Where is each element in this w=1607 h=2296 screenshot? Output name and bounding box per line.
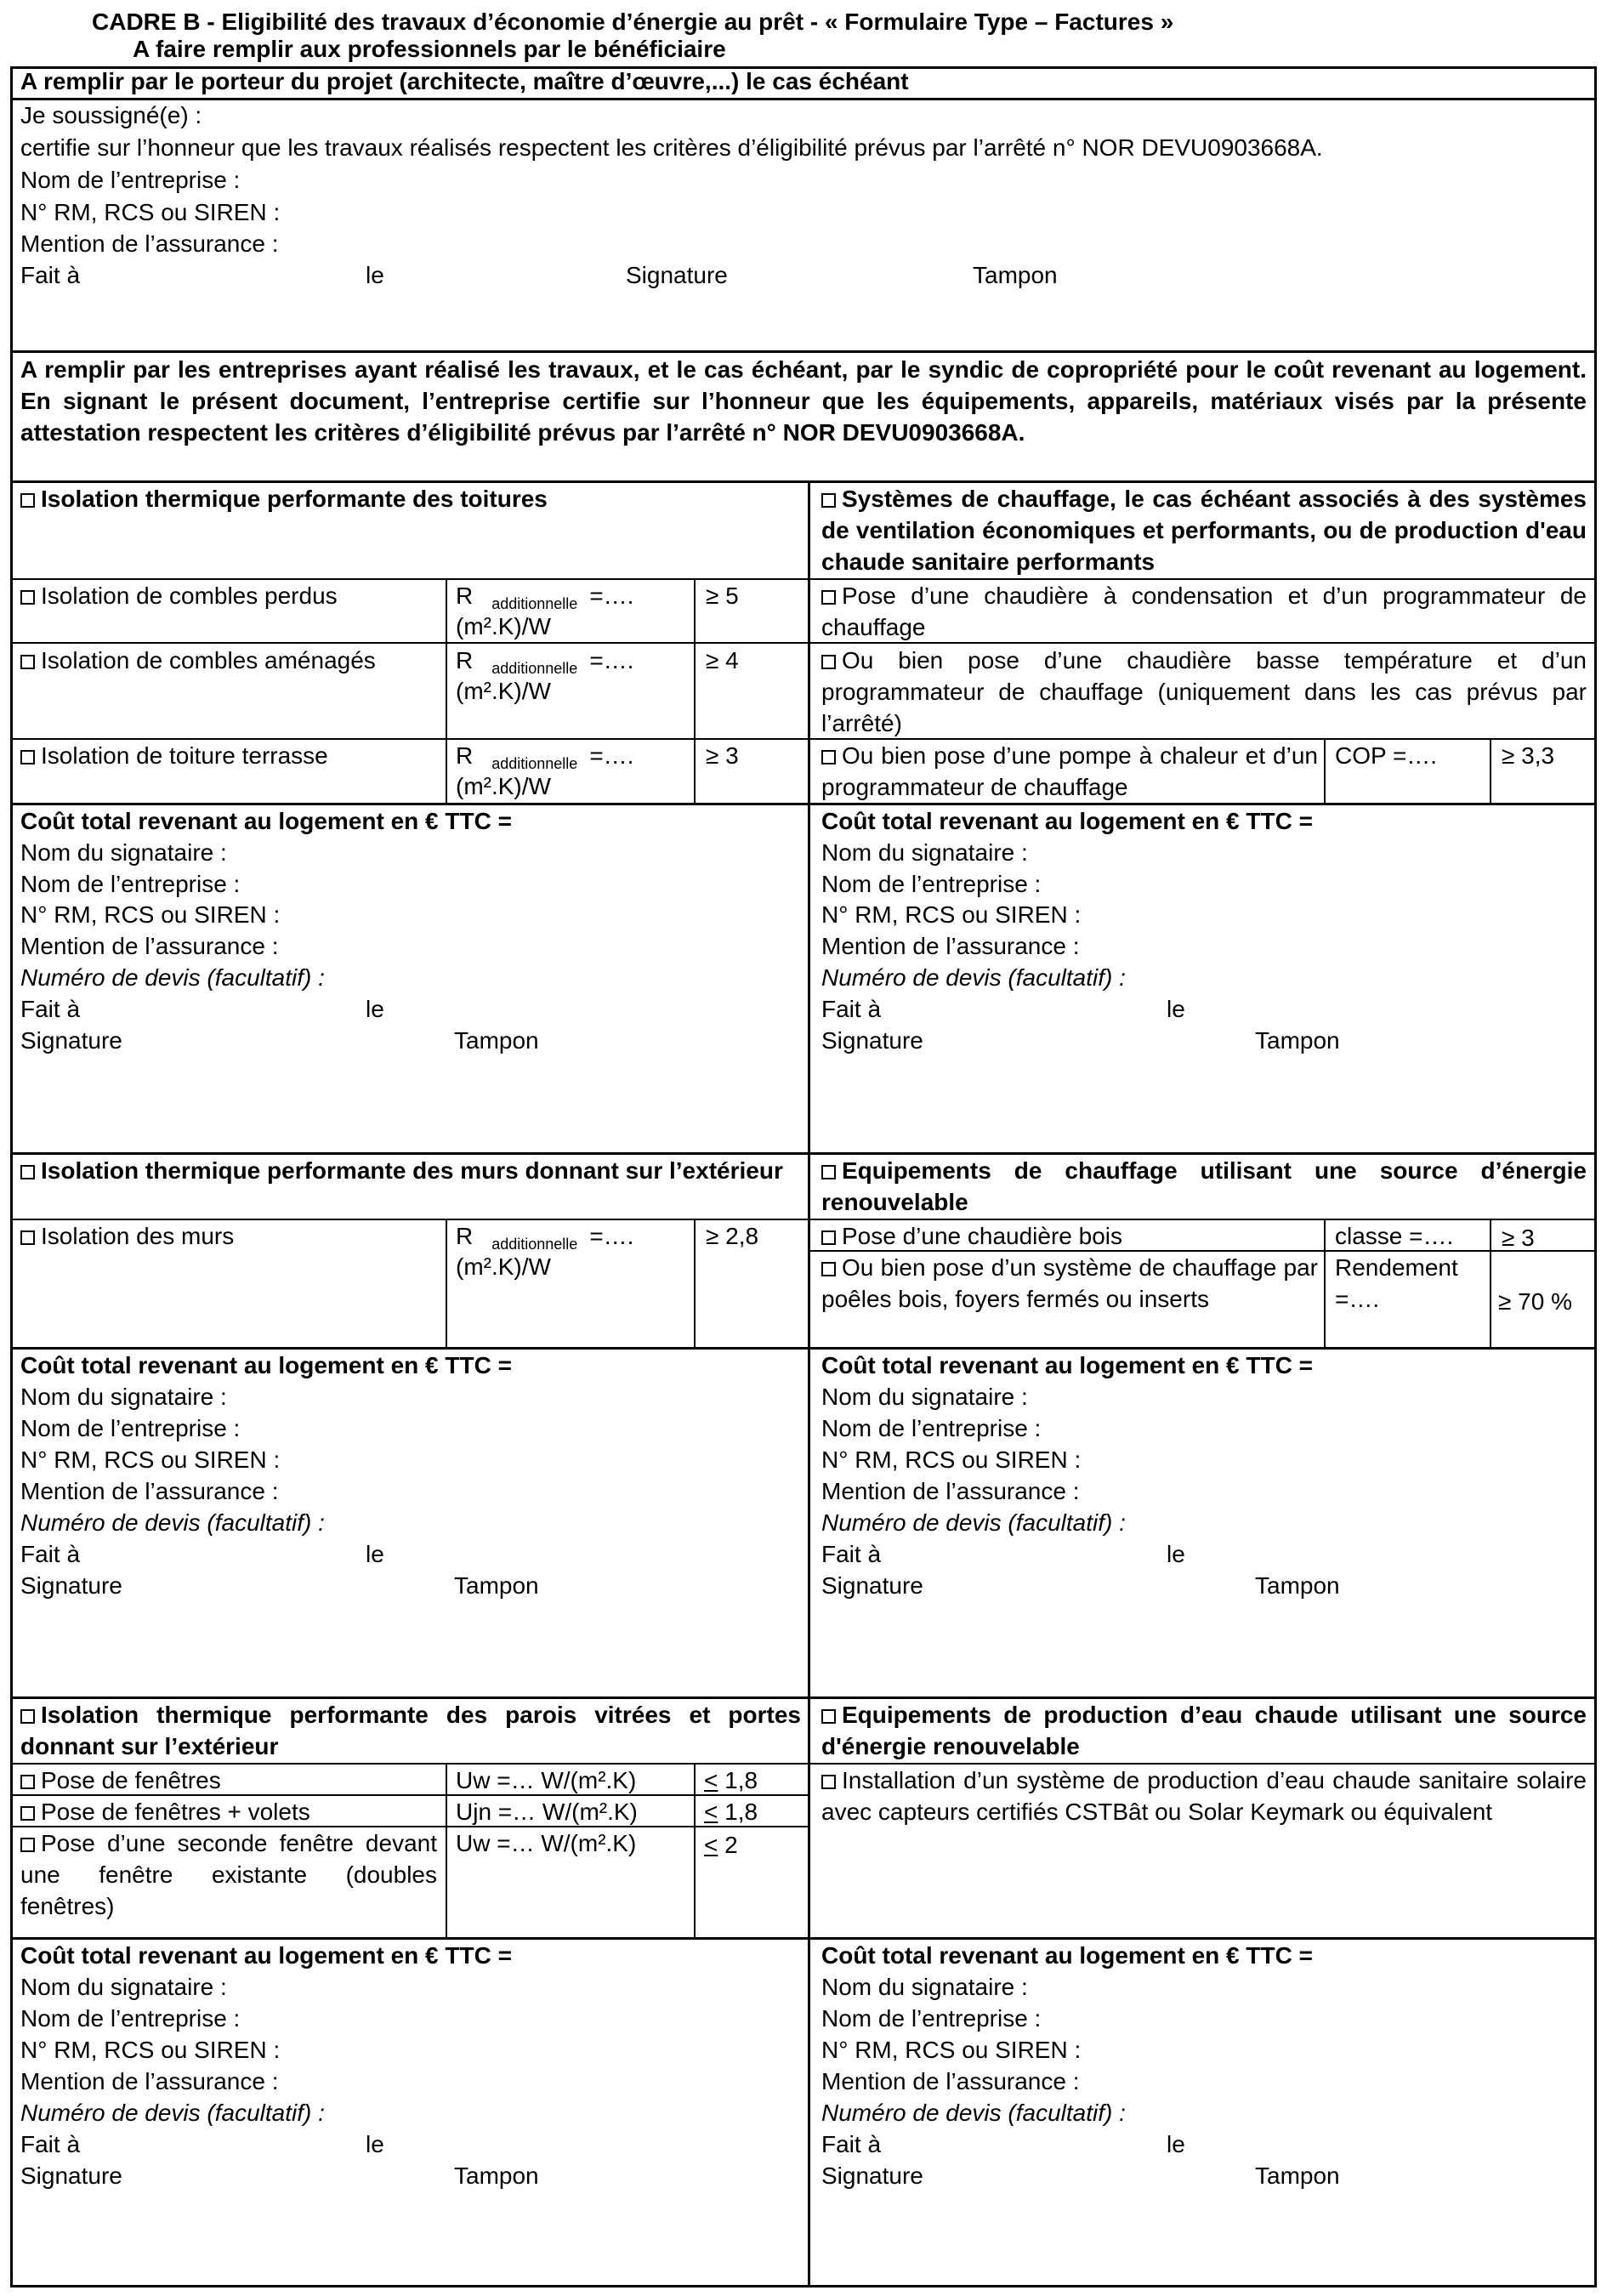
checkbox-icon[interactable] (20, 1165, 35, 1179)
rm-rcs-siren: N° RM, RCS ou SIREN : (20, 1446, 281, 1473)
solaire-row (821, 1765, 1587, 1827)
signature: Signature (20, 1027, 122, 1054)
nom-entreprise: Nom de l’entreprise : (821, 871, 1042, 897)
row-label: Isolation de combles perdus (41, 583, 338, 609)
mention-assurance: Mention de l’assurance : (821, 2068, 1080, 2094)
numero-devis: Numéro de devis (facultatif) : (821, 964, 1126, 991)
col-line (1490, 1219, 1491, 1347)
parois-row-fenetres-volets (20, 1796, 310, 1827)
mention-assurance: Mention de l’assurance : (821, 933, 1080, 959)
toiture-row-combles-amenages (20, 645, 415, 676)
r-unit: (m².K)/W (456, 773, 551, 799)
row-label: Ou bien pose d’un système de chauffage par poêles bois, foyers fermés ou inserts (821, 1254, 1318, 1312)
col-line (446, 1219, 447, 1347)
checkbox-icon[interactable] (821, 1709, 836, 1724)
checkbox-icon[interactable] (821, 1230, 836, 1245)
r-value-field[interactable] (456, 580, 633, 615)
renouvelable-heading-label: Equipements de chauffage utilisant une source d’énergie renouvelable (821, 1157, 1587, 1215)
r-subscript: additionnelle (491, 595, 578, 612)
nom-entreprise: Nom de l’entreprise : (20, 1415, 241, 1441)
parois-row-fenetres (20, 1765, 221, 1796)
parois-row-doubles-fenetres (20, 1827, 437, 1922)
r-value-field[interactable] (456, 740, 633, 775)
form-title: CADRE B - Eligibilité des travaux d’économie d’énergie au prêt - « Formulaire Type – Factures » (92, 9, 1174, 35)
signature: Signature (821, 1572, 923, 1599)
checkbox-icon[interactable] (20, 493, 35, 508)
col-line (446, 1763, 447, 1937)
col-line (1324, 738, 1326, 803)
checkbox-icon[interactable] (821, 1775, 836, 1789)
le: le (1167, 1541, 1185, 1567)
col-line (694, 1219, 696, 1347)
checkbox-icon[interactable] (821, 493, 836, 508)
cout-total: Coût total revenant au logement en € TTC = (821, 1352, 1313, 1378)
threshold-value: 1,8 (718, 1799, 758, 1825)
signature: Signature (20, 2162, 122, 2189)
divider (10, 98, 1597, 100)
nom-signataire: Nom du signataire : (821, 1384, 1028, 1410)
rm-rcs-siren: N° RM, RCS ou SIREN : (821, 2037, 1082, 2063)
r-subscript: additionnelle (491, 1236, 578, 1253)
threshold (704, 1765, 758, 1796)
row-label: Ou bien pose d’une chaudière basse température et d’un programmateur de chauffage (uniquement dans les cas prévus par l’arrêté) (821, 647, 1587, 736)
signature: Signature (821, 1027, 923, 1054)
col-line (1490, 738, 1491, 803)
nom-signataire: Nom du signataire : (20, 1384, 227, 1410)
tampon: Tampon (454, 2162, 539, 2189)
fait-a: Fait à (821, 1541, 882, 1567)
le: le (366, 1541, 384, 1567)
row-label: Pose d’une chaudière à condensation et d’un programmateur de chauffage (821, 583, 1587, 640)
chauffage-heading-label: Systèmes de chauffage, le cas échéant associés à des systèmes de ventilation économiques et performants, ou de production d'eau chaude sanitaire performants (821, 486, 1587, 575)
porteur-nom-entreprise: Nom de l’entreprise : (20, 167, 241, 193)
fait-a: Fait à (20, 996, 81, 1022)
r-eq: =…. (589, 647, 634, 673)
nom-entreprise: Nom de l’entreprise : (20, 871, 241, 897)
checkbox-icon[interactable] (821, 1262, 836, 1276)
threshold (704, 1829, 738, 1861)
numero-devis: Numéro de devis (facultatif) : (20, 964, 325, 991)
cop-field[interactable]: COP =…. (1335, 742, 1438, 769)
form-subtitle: A faire remplir aux professionnels par le bénéficiaire (133, 36, 726, 62)
threshold-value: 1,8 (718, 1767, 758, 1793)
le-symbol: < (704, 1832, 718, 1858)
checkbox-icon[interactable] (20, 1775, 35, 1789)
le: le (366, 2131, 384, 2157)
r-label: R (456, 1223, 474, 1249)
numero-devis: Numéro de devis (facultatif) : (821, 1509, 1126, 1536)
le: le (1167, 996, 1185, 1022)
signature: Signature (821, 2162, 923, 2189)
porteur-le: le (366, 262, 384, 288)
r-unit: (m².K)/W (456, 678, 551, 704)
checkbox-icon[interactable] (821, 590, 836, 605)
cout-total: Coût total revenant au logement en € TTC = (821, 808, 1313, 834)
murs-row (20, 1220, 234, 1252)
row-label: Installation d’un système de production d’eau chaude sanitaire solaire avec capteurs certifiés CSTBât ou Solar Keymark ou équivalent (821, 1767, 1587, 1825)
chauffage-row-basse-temperature (821, 645, 1587, 739)
porteur-soussigne: Je soussigné(e) : (20, 102, 202, 128)
r-unit: (m².K)/W (456, 613, 551, 639)
porteur-certifie: certifie sur l’honneur que les travaux réalisés respectent les critères d’éligibilité prévus par l’arrêté n° NOR DEVU0903668A. (20, 134, 1323, 161)
tampon: Tampon (1255, 1027, 1340, 1054)
nom-signataire: Nom du signataire : (821, 839, 1028, 866)
numero-devis: Numéro de devis (facultatif) : (20, 1509, 325, 1536)
chauffage-heading (821, 483, 1587, 577)
toiture-row-combles-perdus (20, 580, 338, 611)
chaudiere-bois-row (821, 1220, 1122, 1252)
cout-total: Coût total revenant au logement en € TTC = (20, 1942, 512, 1969)
porteur-signature: Signature (626, 262, 728, 288)
r-eq: =…. (589, 1223, 634, 1249)
r-eq: =…. (589, 742, 634, 769)
le-symbol: < (704, 1767, 718, 1793)
renouvelable-heading (821, 1155, 1587, 1218)
classe-field[interactable]: classe =…. (1335, 1223, 1454, 1249)
rm-rcs-siren: N° RM, RCS ou SIREN : (821, 901, 1082, 928)
r-subscript: additionnelle (491, 755, 578, 772)
chauffage-row-condensation (821, 580, 1587, 643)
row-label: Isolation des murs (41, 1223, 235, 1249)
parois-heading-label: Isolation thermique performante des parois vitrées et portes donnant sur l’extérieur (20, 1702, 801, 1759)
row-label: Pose d’une chaudière bois (842, 1223, 1123, 1249)
r-value-field[interactable] (456, 645, 633, 679)
signature: Signature (20, 1572, 122, 1599)
r-subscript: additionnelle (491, 660, 578, 677)
threshold: ≥ 4 (706, 647, 739, 673)
cop-threshold: ≥ 3,3 (1502, 742, 1555, 769)
uw-field[interactable]: Uw =… W/(m².K) (456, 1830, 637, 1856)
eau-chaude-heading-label: Equipements de production d’eau chaude utilisant une source d'énergie renouvelable (821, 1702, 1587, 1759)
parois-heading (20, 1699, 801, 1762)
mention-assurance: Mention de l’assurance : (20, 933, 279, 959)
numero-devis: Numéro de devis (facultatif) : (821, 2100, 1126, 2126)
cout-total: Coût total revenant au logement en € TTC = (821, 1942, 1313, 1969)
column-divider (808, 480, 810, 2287)
col-line (1324, 1219, 1326, 1347)
checkbox-icon[interactable] (20, 750, 35, 764)
r-label: R (456, 583, 474, 609)
r-eq: =…. (589, 583, 634, 609)
poeles-bois-row (821, 1252, 1318, 1315)
r-label: R (456, 742, 474, 769)
nom-entreprise: Nom de l’entreprise : (821, 1415, 1042, 1441)
tampon: Tampon (454, 1027, 539, 1054)
threshold: ≥ 2,8 (706, 1223, 759, 1249)
murs-heading (20, 1155, 801, 1186)
cout-total: Coût total revenant au logement en € TTC = (20, 808, 512, 834)
threshold (704, 1796, 758, 1827)
le-symbol: < (704, 1799, 718, 1825)
nom-signataire: Nom du signataire : (821, 1974, 1028, 2000)
r-label: R (456, 647, 474, 673)
toitures-heading-label: Isolation thermique performante des toitures (41, 486, 548, 512)
mention-assurance: Mention de l’assurance : (20, 1478, 279, 1504)
row-label: Pose d’une seconde fenêtre devant une fenêtre existante (doubles fenêtres) (20, 1830, 437, 1919)
r-value-field[interactable] (456, 1220, 633, 1255)
tampon: Tampon (454, 1572, 539, 1599)
porteur-assurance: Mention de l’assurance : (20, 230, 279, 257)
checkbox-icon[interactable] (20, 655, 35, 669)
checkbox-icon[interactable] (821, 655, 836, 669)
checkbox-icon[interactable] (821, 1165, 836, 1179)
rendement-field[interactable]: =…. (1335, 1286, 1380, 1312)
tampon: Tampon (1255, 2162, 1340, 2189)
toiture-row-terrasse (20, 740, 328, 771)
checkbox-icon[interactable] (20, 590, 35, 605)
row-line (10, 642, 808, 644)
murs-heading-label: Isolation thermique performante des murs donnant sur l’extérieur (41, 1157, 783, 1184)
row-label: Isolation de combles aménagés (41, 647, 376, 673)
row-label: Pose de fenêtres + volets (41, 1799, 310, 1825)
rm-rcs-siren: N° RM, RCS ou SIREN : (20, 2037, 281, 2063)
checkbox-icon[interactable] (20, 1806, 35, 1821)
chauffage-row-pompe-chaleur (821, 740, 1318, 803)
threshold: ≥ 5 (706, 583, 739, 609)
nom-entreprise: Nom de l’entreprise : (20, 2005, 241, 2032)
tampon: Tampon (1255, 1572, 1340, 1599)
le: le (366, 996, 384, 1022)
rendement-threshold: ≥ 70 % (1498, 1288, 1572, 1315)
uw-field[interactable]: Uw =… W/(m².K) (456, 1767, 637, 1793)
divider (10, 350, 1597, 353)
col-line (446, 578, 447, 803)
le: le (1167, 2131, 1185, 2157)
nom-entreprise: Nom de l’entreprise : (821, 2005, 1042, 2032)
porteur-tampon: Tampon (973, 262, 1058, 288)
porteur-fait-a: Fait à (20, 262, 81, 288)
col-line (694, 1763, 696, 1937)
checkbox-icon[interactable] (20, 1838, 35, 1852)
fait-a: Fait à (821, 2131, 882, 2157)
checkbox-icon[interactable] (20, 1709, 35, 1724)
checkbox-icon[interactable] (20, 1230, 35, 1245)
toitures-heading (20, 483, 548, 514)
ujn-field[interactable]: Ujn =… W/(m².K) (456, 1799, 638, 1825)
fait-a: Fait à (821, 996, 882, 1022)
porteur-rm: N° RM, RCS ou SIREN : (20, 199, 281, 225)
rendement-label: Rendement (1335, 1254, 1458, 1281)
numero-devis: Numéro de devis (facultatif) : (20, 2100, 325, 2126)
r-unit: (m².K)/W (456, 1253, 551, 1280)
checkbox-icon[interactable] (821, 750, 836, 764)
mention-assurance: Mention de l’assurance : (20, 2068, 279, 2094)
fait-a: Fait à (20, 2131, 81, 2157)
col-line (694, 578, 696, 803)
rm-rcs-siren: N° RM, RCS ou SIREN : (821, 1446, 1082, 1473)
classe-threshold: ≥ 3 (1502, 1225, 1535, 1251)
threshold-value: 2 (718, 1832, 738, 1858)
row-label: Pose de fenêtres (41, 1767, 221, 1793)
rm-rcs-siren: N° RM, RCS ou SIREN : (20, 901, 281, 928)
nom-signataire: Nom du signataire : (20, 839, 227, 866)
fait-a: Fait à (20, 1541, 81, 1567)
row-label: Isolation de toiture terrasse (41, 742, 328, 769)
nom-signataire: Nom du signataire : (20, 1974, 227, 2000)
entreprises-heading: A remplir par les entreprises ayant réalisé les travaux, et le cas échéant, par le syndic de copropriété pour le coût revenant au logement. En signant le présent document, l’entreprise certifie sur l’honneur que les équipements, appareils, matériaux visés par la présente attestation respectent les critères d’éligibilité prévus par l’arrêté n° NOR DEVU0903668A. (20, 356, 1587, 446)
porteur-heading: A remplir par le porteur du projet (architecte, maître d’œuvre,...) le cas échéant (20, 68, 909, 94)
eau-chaude-heading (821, 1699, 1587, 1762)
threshold: ≥ 3 (706, 742, 739, 769)
mention-assurance: Mention de l’assurance : (821, 1478, 1080, 1504)
cout-total: Coût total revenant au logement en € TTC = (20, 1352, 512, 1378)
row-label: Ou bien pose d’une pompe à chaleur et d’un programmateur de chauffage (821, 742, 1318, 800)
